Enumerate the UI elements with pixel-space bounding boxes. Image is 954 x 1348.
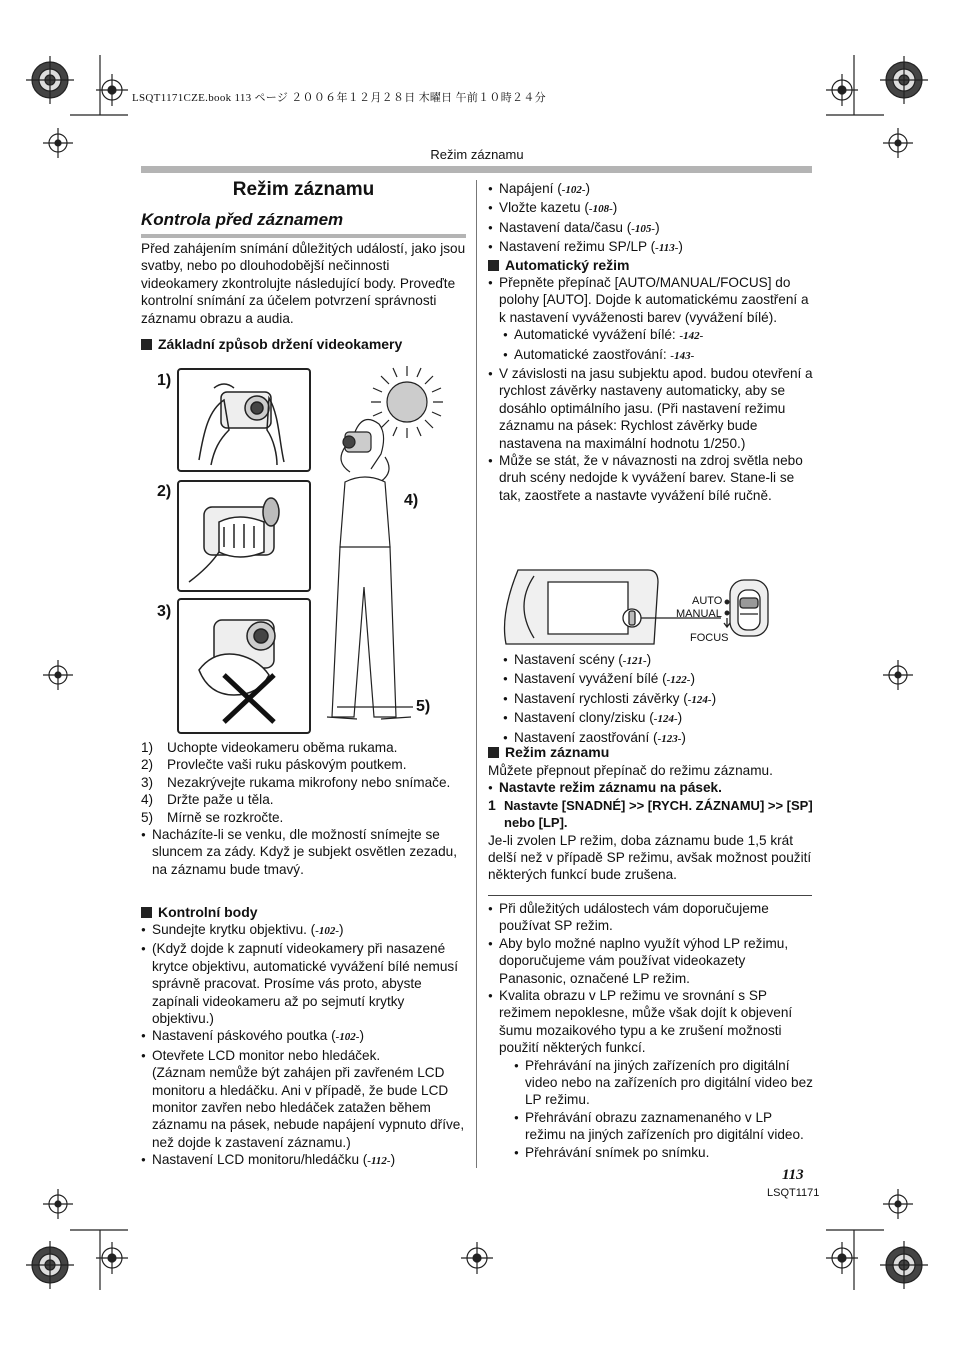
- rec-mode-heading-text: Režim záznamu: [505, 744, 610, 760]
- print-header: LSQT1171CZE.book 113 ページ ２００６年１２月２８日 木曜日 午前１０時２４分: [132, 92, 546, 104]
- page-ref: -121-: [622, 655, 647, 667]
- square-bullet-icon: [141, 907, 152, 918]
- light-source-item: ● Může se stát, že v návaznosti na zdroj světla nebo druh scény nedojde k vyvážení barev. Stane-li se tak, zaostřete a nastavte vyvážení bílé ručně.: [488, 452, 813, 504]
- page-ref: -143-: [670, 349, 695, 362]
- manual-settings-list: [488, 651, 813, 748]
- hold-step-text: Držte paže u těla.: [167, 792, 274, 808]
- manual-item-text: Nastavení clony/zisku (: [514, 710, 654, 726]
- basic-hold-heading-text: Základní způsob držení videokamery: [158, 336, 403, 352]
- subtitle-rule: [141, 234, 466, 238]
- checks-heading: [141, 903, 466, 921]
- paren-close: ): [585, 181, 591, 196]
- sun-note: ● Nacházíte-li se venku, dle možností snímejte se sluncem za zády. Když je subjekt osvětlen zezadu, na záznamu bude tmavý.: [141, 826, 466, 878]
- step-number: 1: [488, 796, 496, 813]
- rec-mode-intro: Můžete přepnout přepínač do režimu záznamu.: [488, 763, 773, 778]
- switch-label-auto: AUTO: [692, 595, 723, 607]
- hold-figure-3: [177, 598, 311, 734]
- hold-step-text: Provlečte vaši ruku páskovým poutkem.: [167, 757, 407, 773]
- page-ref: -102-: [315, 925, 340, 937]
- paren-close: ): [339, 922, 344, 937]
- check-item: [488, 199, 813, 218]
- header-rule: [141, 166, 812, 173]
- hold-steps-list: [141, 739, 466, 878]
- check-note-text: (Záznam nemůže být zahájen při zavřeném LCD monitoru a hledáčku. Ani v případě, že bude LCD monitor zavřen nebo hledáček zatažen během záznamu na pásek, nebude napájení vypnuto dříve, než dojde k zastavení záznamu.): [152, 1065, 465, 1150]
- page-ref: -124-: [687, 693, 712, 706]
- hold-step-number: 1): [141, 740, 154, 755]
- standing-person-drawing: [315, 362, 445, 734]
- page-ref: -123-: [657, 732, 682, 745]
- hold-step: [141, 791, 466, 808]
- hold-figure-2: [177, 480, 311, 592]
- check-item: [141, 1027, 466, 1046]
- hold-step: [141, 756, 466, 773]
- paren-close: ): [655, 219, 660, 235]
- note-item: ● Aby bylo možné naplno využít výhod LP režimu, doporučujeme vám používat videokazety Panasonic, označené LP režim.: [488, 935, 813, 987]
- covered-mic-drawing: [179, 600, 309, 732]
- paren-close: ): [390, 1152, 396, 1168]
- step-text: Nastavte [SNADNÉ] >> [RYCH. ZÁZNAMU] >> [SP] nebo [LP].: [504, 797, 813, 831]
- sun-icon: [371, 366, 443, 438]
- af-text: Automatické zaostřování:: [514, 346, 671, 362]
- page-ref: -102-: [561, 184, 586, 196]
- page-title: Režim záznamu: [232, 179, 375, 200]
- brightness-item: ● V závislosti na jasu subjektu apod. budou otevření a rychlost závěrky nastaveny automaticky, aby se dosáhlo optimálního jasu. (Při nastavení režimu záznamu na pásek: Rychlost závěrky bude nastavena na maximální hodnotu 1/250.): [488, 365, 813, 452]
- check-item: [141, 921, 466, 940]
- rec-mode-text: [488, 762, 813, 884]
- awb-item: [503, 326, 813, 345]
- rec-mode-step: [488, 797, 813, 832]
- hand-strap-drawing: [179, 482, 309, 590]
- notes-list: [488, 900, 813, 1161]
- page-ref: -124-: [653, 713, 678, 726]
- checks-heading-text: Kontrolní body: [158, 904, 258, 920]
- auto-mode-heading: [488, 256, 813, 274]
- switch-label-focus: FOCUS: [690, 632, 729, 644]
- model-code: LSQT1171: [767, 1187, 820, 1199]
- hold-step: [141, 774, 466, 791]
- check-item: [141, 1151, 466, 1170]
- figure-label-2: 2): [157, 483, 172, 500]
- awb-text: Automatické vyvážení bílé:: [514, 327, 680, 343]
- paren-close: ): [681, 729, 686, 745]
- rec-mode-set-bullet: ● Nastavte režim záznamu na pásek.: [488, 779, 813, 796]
- note-item: ● Při důležitých událostech vám doporučujeme používat SP režim.: [488, 900, 813, 935]
- hold-step-number: 2): [141, 757, 154, 773]
- running-head: Režim záznamu: [430, 147, 524, 162]
- manual-item-text: Nastavení rychlosti závěrky (: [514, 690, 688, 706]
- check-item: [141, 1047, 466, 1064]
- check-text: Nastavení data/času (: [499, 219, 632, 235]
- page-ref: -142-: [679, 330, 704, 343]
- check-note: [141, 940, 466, 1027]
- page-ref: -105-: [631, 222, 656, 235]
- paren-close: ): [677, 710, 683, 726]
- note-subitem: ● Přehrávání obrazu zaznamenaného v LP režimu na jiných zařízeních pro digitální video.: [514, 1109, 813, 1144]
- check-text: Nastavení páskového poutka (: [152, 1028, 336, 1044]
- switch-label-manual: MANUAL: [676, 608, 722, 620]
- page-ref: -113-: [655, 242, 679, 255]
- check-item: [488, 180, 813, 199]
- manual-item-text: Nastavení scény (: [514, 652, 623, 667]
- note-item: ● Kvalita obrazu v LP režimu ve srovnání s SP režimem nepoklesne, může však dojít k objevení šumu mozaikového typu a ke zrušení možnosti použití některých funkcí.: [488, 987, 813, 1057]
- check-note: [141, 1064, 466, 1151]
- check-text: Vložte kazetu (: [499, 200, 589, 216]
- page-ref: -108-: [588, 203, 613, 216]
- hold-figure-1: [177, 368, 311, 472]
- manual-item-text: Nastavení vyvážení bílé (: [514, 671, 667, 687]
- notes-rule: [488, 895, 812, 896]
- mode-switch-figure: [498, 562, 778, 652]
- hold-step: [141, 809, 466, 826]
- manual-item-text: Nastavení zaostřování (: [514, 729, 658, 745]
- manual-item: [503, 690, 813, 709]
- checks-list-left: [141, 921, 466, 1171]
- page-ref: -122-: [666, 674, 691, 687]
- section-subtitle: Kontrola před záznamem: [141, 210, 344, 229]
- rec-mode-heading: [488, 743, 813, 761]
- hold-step-number: 5): [141, 809, 154, 825]
- paren-close: ): [359, 1028, 364, 1044]
- manual-item: [503, 651, 813, 670]
- square-bullet-icon: [141, 339, 152, 350]
- figure-label-4: 4): [404, 492, 419, 509]
- check-item: [488, 219, 813, 238]
- square-bullet-icon: [488, 747, 499, 758]
- lp-note: Je-li zvolen LP režim, doba záznamu bude 1,5 krát delší než v případě SP režimu, avšak možnost použití některých funkcí bude zrušena.: [488, 832, 812, 883]
- check-text: Sundejte krytku objektivu. (: [152, 922, 316, 937]
- check-note-text: (Když dojde k zapnutí videokamery při nasazené krytce objektivu, automatické vyvážení bílé nemusí správně pracovat. Prosíme vás proto, abyste zapínali videokameru až po sejmutí krytky objektivu.): [152, 941, 458, 1027]
- note-subitem: ● Přehrávání snímek po snímku.: [514, 1144, 813, 1161]
- note-subitem: ● Přehrávání na jiných zařízeních pro digitální video nebo na zařízeních pro digitální video bez LP režimu.: [514, 1057, 813, 1109]
- hold-step-text: Mírně se rozkročte.: [167, 809, 284, 825]
- figure-label-3: 3): [157, 603, 172, 620]
- check-text: Otevřete LCD monitor nebo hledáček.: [152, 1047, 381, 1063]
- page-ref: -112-: [367, 1155, 391, 1168]
- paren-close: ): [711, 690, 717, 706]
- auto-mode-text: [488, 274, 813, 504]
- hold-step-number: 3): [141, 774, 154, 790]
- paren-close: ): [678, 239, 683, 255]
- af-item: [503, 346, 813, 365]
- figure-label-5: 5): [416, 698, 431, 715]
- check-text: Napájení (: [499, 181, 562, 196]
- check-text: Nastavení LCD monitoru/hledáčku (: [152, 1152, 368, 1168]
- manual-item: [503, 670, 813, 689]
- check-text: Nastavení režimu SP/LP (: [499, 239, 656, 255]
- paren-close: ): [646, 652, 652, 667]
- auto-switch-item: ● Přepněte přepínač [AUTO/MANUAL/FOCUS] do polohy [AUTO]. Dojde k automatickému zaostření a k nastavení vyváženosti barev (vyvážení bílé).: [488, 274, 813, 326]
- column-divider: [476, 180, 477, 1168]
- paren-close: ): [690, 671, 695, 687]
- basic-hold-heading: [141, 335, 466, 353]
- check-item: [488, 238, 813, 257]
- two-hands-camera-drawing: [179, 370, 309, 470]
- checks-list-right: [488, 180, 813, 258]
- hold-step: [141, 739, 466, 756]
- hold-step-number: 4): [141, 792, 154, 808]
- hold-step-text: Nezakrývejte rukama mikrofony nebo snímače.: [167, 774, 451, 790]
- intro-paragraph: Před zahájením snímání důležitých událostí, jako jsou svatby, nebo po dlouhodobější nečinnosti videokamery zkontrolujte následující body. Proveďte kontrolní snímání za účelem potvrzení správnosti záznamu obrazu a audia.: [141, 241, 466, 326]
- paren-close: ): [612, 200, 618, 216]
- auto-mode-heading-text: Automatický režim: [505, 257, 630, 273]
- square-bullet-icon: [488, 260, 499, 271]
- page-number: 113: [782, 1167, 804, 1183]
- page-ref: -102-: [335, 1031, 360, 1044]
- hold-step-text: Uchopte videokameru oběma rukama.: [167, 740, 398, 755]
- figure-label-1: 1): [157, 372, 172, 389]
- manual-item: [503, 709, 813, 728]
